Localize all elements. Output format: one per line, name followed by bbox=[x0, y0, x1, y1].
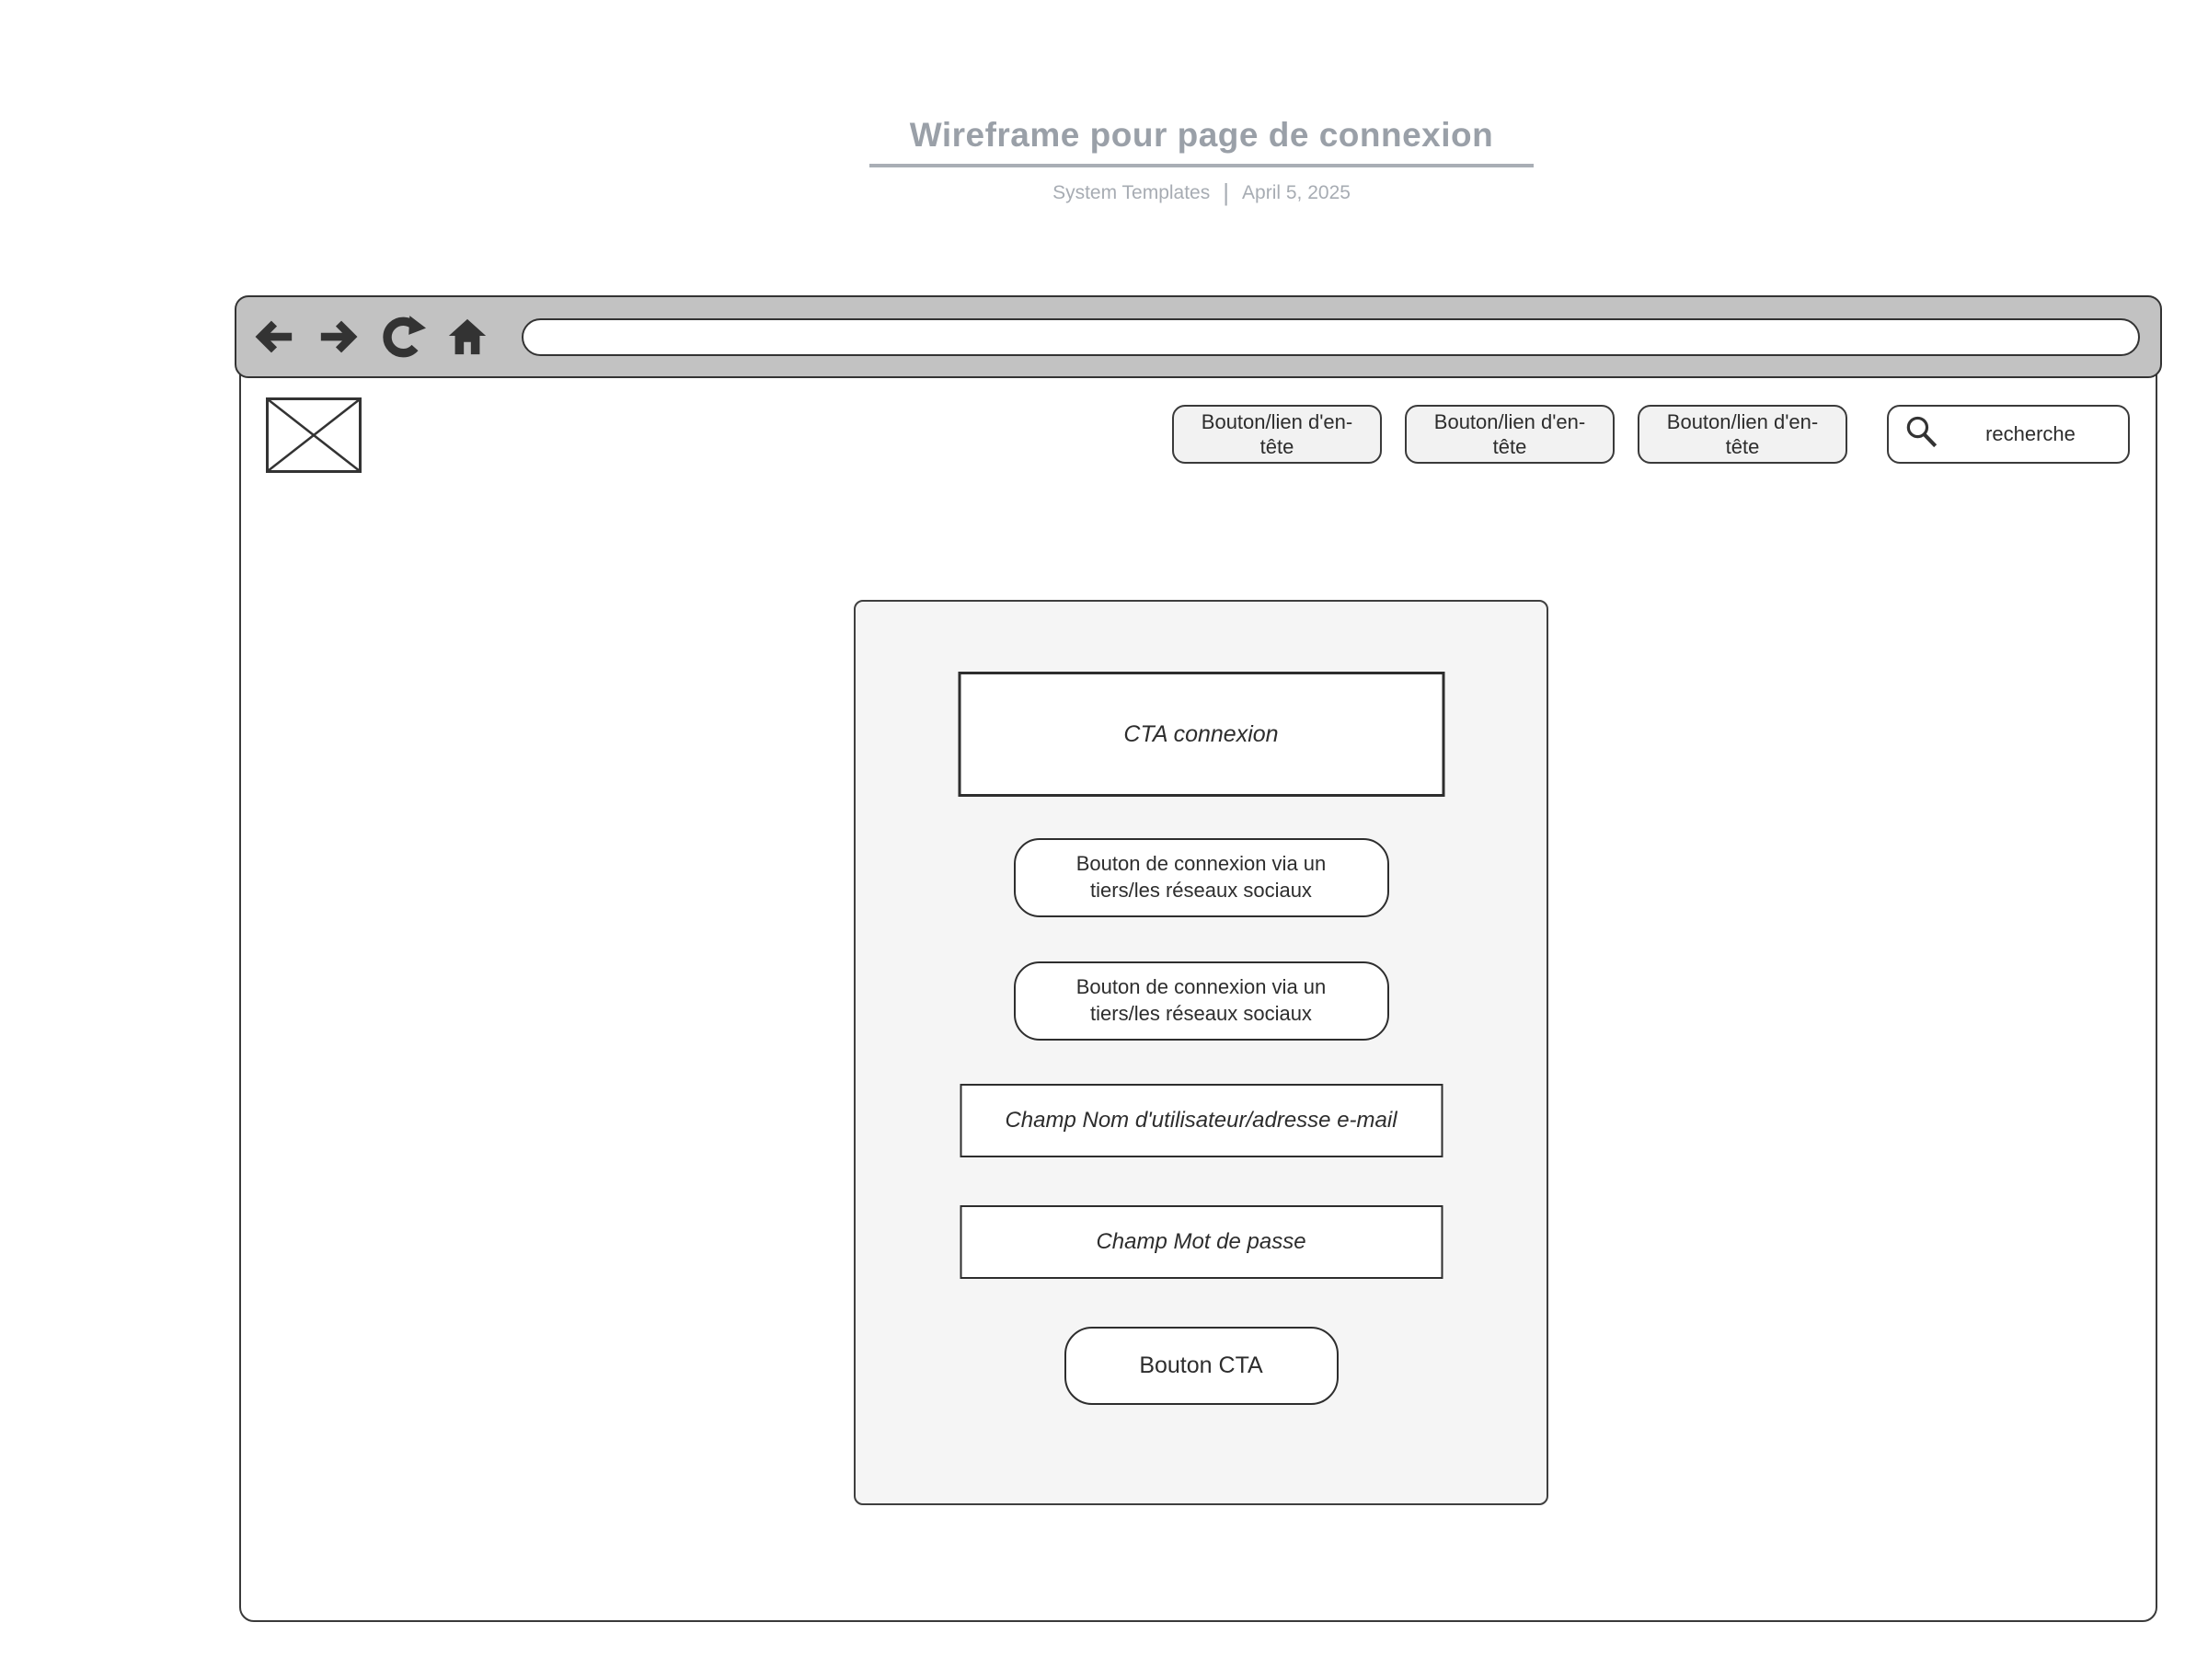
login-cta-banner bbox=[958, 672, 1444, 797]
browser-window bbox=[239, 296, 2157, 1622]
header-link-button-3[interactable] bbox=[1638, 405, 1847, 464]
cta-button-label: Bouton CTA bbox=[1139, 1352, 1263, 1378]
document-header bbox=[869, 116, 1534, 207]
search-box[interactable] bbox=[1887, 405, 2130, 464]
browser-toolbar bbox=[235, 295, 2162, 378]
header-link-button-1[interactable] bbox=[1172, 405, 1382, 464]
header-link-button-2[interactable] bbox=[1405, 405, 1615, 464]
username-field-label: Champ Nom d'utilisateur/adresse e-mail bbox=[1005, 1108, 1397, 1133]
subtitle-divider: | bbox=[1223, 178, 1230, 206]
header-nav bbox=[1172, 405, 1847, 464]
reload-button[interactable] bbox=[380, 314, 426, 360]
login-cta-banner-label: CTA connexion bbox=[1123, 720, 1279, 747]
login-panel bbox=[854, 600, 1548, 1505]
header-link-label: Bouton/lien d'en-tête bbox=[1201, 409, 1353, 458]
username-field[interactable] bbox=[960, 1084, 1443, 1157]
header-link-label: Bouton/lien d'en-tête bbox=[1433, 409, 1586, 458]
social-login-button-2[interactable] bbox=[1014, 961, 1389, 1041]
forward-button[interactable] bbox=[316, 314, 362, 360]
home-icon bbox=[446, 316, 489, 358]
subtitle-source: System Templates bbox=[1052, 181, 1211, 203]
logo-placeholder[interactable] bbox=[266, 397, 362, 473]
social-login-label: Bouton de connexion via un tiers/les réseaux sociaux bbox=[1075, 852, 1327, 902]
image-placeholder-icon bbox=[266, 461, 362, 477]
password-field-label: Champ Mot de passe bbox=[1096, 1229, 1306, 1254]
search-label: recherche bbox=[1985, 422, 2076, 445]
home-button[interactable] bbox=[444, 314, 490, 360]
back-arrow-icon bbox=[253, 316, 295, 358]
reload-icon bbox=[380, 314, 426, 360]
document-subtitle bbox=[869, 178, 1534, 207]
search-icon bbox=[1902, 412, 1942, 457]
url-input[interactable] bbox=[522, 318, 2140, 356]
cta-button[interactable] bbox=[1064, 1327, 1339, 1405]
password-field[interactable] bbox=[960, 1205, 1443, 1279]
subtitle-date: April 5, 2025 bbox=[1242, 181, 1351, 203]
forward-arrow-icon bbox=[317, 316, 360, 358]
page-title: Wireframe pour page de connexion bbox=[869, 116, 1534, 167]
back-button[interactable] bbox=[251, 314, 297, 360]
social-login-button-1[interactable] bbox=[1014, 838, 1389, 917]
header-link-label: Bouton/lien d'en-tête bbox=[1666, 409, 1819, 458]
social-login-label: Bouton de connexion via un tiers/les réseaux sociaux bbox=[1075, 975, 1327, 1025]
